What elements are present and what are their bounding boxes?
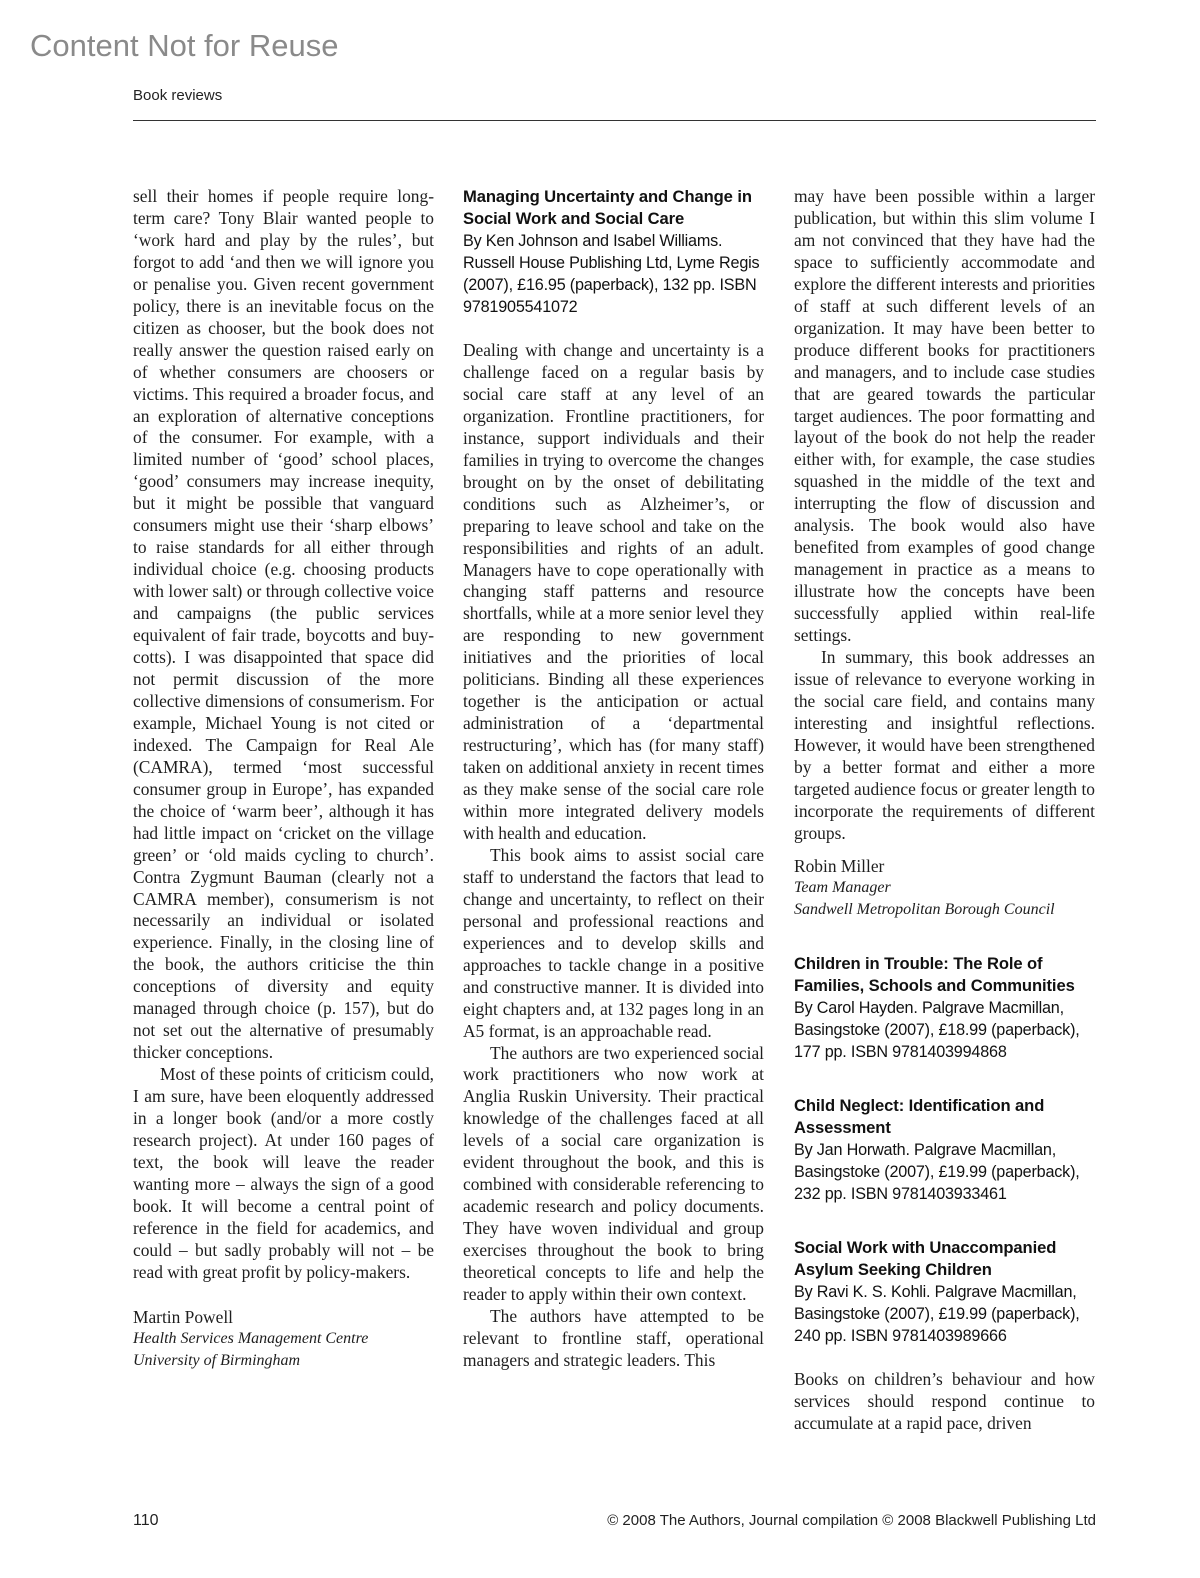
- review-paragraph: This book aims to assist social care staff to understand the factors that lead to change and uncertainty, to reflect on their personal and professional reactions and experiences and to develop skills and approaches to tackle change in a positive and constructive manner. It is divided into eight chapters and, at 132 pages long in an A5 format, is an approachable read.: [463, 844, 764, 1041]
- reviewer-name: Martin Powell: [133, 1306, 233, 1327]
- book-info: By Jan Horwath. Palgrave Macmillan, Basingstoke (2007), £19.99 (paperback), 232 pp. ISBN 9781403933461: [794, 1140, 1080, 1203]
- copyright-notice: © 2008 The Authors, Journal compilation © 2008 Blackwell Publishing Ltd: [607, 1512, 1096, 1529]
- book-info: By Ken Johnson and Isabel Williams. Russell House Publishing Ltd, Lyme Regis (2007), £16.95 (paperback), 132 pp. ISBN 9781905541072: [463, 232, 760, 316]
- column-middle: [463, 186, 764, 1372]
- book-info: By Ravi K. S. Kohli. Palgrave Macmillan, Basingstoke (2007), £19.99 (paperback), 240 pp. ISBN 9781403989666: [794, 1282, 1080, 1345]
- review-paragraph: The authors have attempted to be relevant to frontline staff, operational managers and strategic leaders. This: [463, 1305, 764, 1370]
- running-head: Book reviews: [133, 87, 223, 104]
- review-paragraph: Books on children’s behaviour and how services should respond continue to accumulate at a rapid pace, driven: [794, 1368, 1095, 1433]
- review-paragraph: Dealing with change and uncertainty is a challenge faced on a regular basis by social care staff at any level of an organization. Frontline practitioners, for instance, support individuals and their families in trying to overcome the changes brought on by the onset of debilitating conditions such as Alzheimer’s, or preparing to leave school and take on the responsibilities and rights of an adult. Managers have to cope operationally with changing staff patterns and resource shortfalls, while at a more senior level they are responding to new government initiatives and the priorities of local politicians. Binding all these experiences together is the anticipation or actual administration of a ‘departmental restructuring’, which has (for many staff) taken on additional anxiety in recent times as they make sense of the social care role within more integrated delivery models with health and education.: [463, 340, 764, 843]
- page-number: 110: [133, 1512, 159, 1529]
- book-title: Social Work with Unaccompanied Asylum Seeking Children: [794, 1237, 1057, 1279]
- reviewer-affiliation: Sandwell Metropolitan Borough Council: [794, 900, 1055, 918]
- book-info: By Carol Hayden. Palgrave Macmillan, Basingstoke (2007), £18.99 (paperback), 177 pp. ISBN 9781403994868: [794, 998, 1080, 1061]
- header-rule: [133, 120, 1096, 121]
- review-paragraph: The authors are two experienced social work practitioners who now work at Anglia Ruskin University. Their practical knowledge of the challenges faced at all levels of a social care organization is evident throughout the book, and this is combined with considerable referencing to academic research and policy documents. They have woven individual and group exercises throughout the book to bring theoretical concepts to life and help the reader to apply within their own context.: [463, 1042, 764, 1304]
- reviewer-name: Robin Miller: [794, 855, 885, 876]
- reviewer-affiliation: University of Birmingham: [133, 1351, 301, 1369]
- review-paragraph: Most of these points of criticism could, I am sure, have been eloquently addressed in a longer book (and/or a more costly research project). At under 160 pages of text, the book will leave the reader wanting more – always the sign of a good book. It will become a central point of reference in the field for academics, and could – but sadly probably will not – be read with great profit by policy-makers.: [133, 1064, 434, 1282]
- book-title: Children in Trouble: The Role of Families, Schools and Communities: [794, 953, 1075, 995]
- column-right: [794, 186, 1095, 1434]
- book-title: Child Neglect: Identification and Assessment: [794, 1095, 1045, 1137]
- review-paragraph: In summary, this book addresses an issue of relevance to everyone working in the social care field, and contains many interesting and insightful reflections. However, it would have been strengthened by a better format and either a more targeted audience focus or greater length to incorporate the requirements of different groups.: [794, 647, 1095, 843]
- reviewer-role: Team Manager: [794, 878, 891, 896]
- watermark: Content Not for Reuse: [30, 28, 339, 63]
- review-paragraph: sell their homes if people require long-term care? Tony Blair wanted people to ‘work hard and play by the rules’, but forgot to add ‘and then we will ignore you or penalise you. Given recent government policy, there is an inevitable focus on the citizen as chooser, but the book does not really answer the question raised early on of whether consumers are choosers or victims. This required a broader focus, and an exploration of alternative conceptions of the consumer. For example, with a limited number of ‘good’ school places, ‘good’ consumers may increase inequity, but it might be possible that vanguard consumers might use their ‘sharp elbows’ to raise standards for all either through individual choice (e.g. choosing products with lower salt) or through collective voice and campaigns (the public services equivalent of fair trade, boycotts and buy-cotts). I was disappointed that space did not permit discussion of the more collective dimensions of consumerism. For example, Michael Young is not cited or indexed. The Campaign for Real Ale (CAMRA), termed ‘most successful consumer group in Europe’, has expanded the choice of ‘warm beer’, although it has had little impact on ‘cricket on the village green’ or ‘old maids cycling to church’. Contra Zygmunt Bauman (clearly not a CAMRA member), consumerism is not necessarily an individual or isolated experience. Finally, in the closing line of the book, the authors criticise the thin conceptions of diversity and equity managed through choice (p. 157), but do not set out the alternative of presumably thicker conceptions.: [133, 186, 434, 1063]
- review-paragraph: may have been possible within a larger publication, but within this slim volume I am not convinced that they have had the space to sufficiently accommodate and explore the different interests and priorities of staff at such different levels of an organization. It may have been better to produce different books for practitioners and managers, and to include case studies that are geared towards the particular target audiences. The poor formatting and layout of the book do not help the reader either with, for example, the case studies squashed in the middle of the text and interrupting the flow of discussion and analysis. The book would also have benefited from examples of good change management in practice as a means to illustrate how the concepts have been successfully applied within real-life settings.: [794, 186, 1095, 646]
- reviewer-affiliation: Health Services Management Centre: [133, 1329, 369, 1347]
- book-title: Managing Uncertainty and Change in Social Work and Social Care: [463, 187, 752, 228]
- column-left: [133, 186, 434, 1372]
